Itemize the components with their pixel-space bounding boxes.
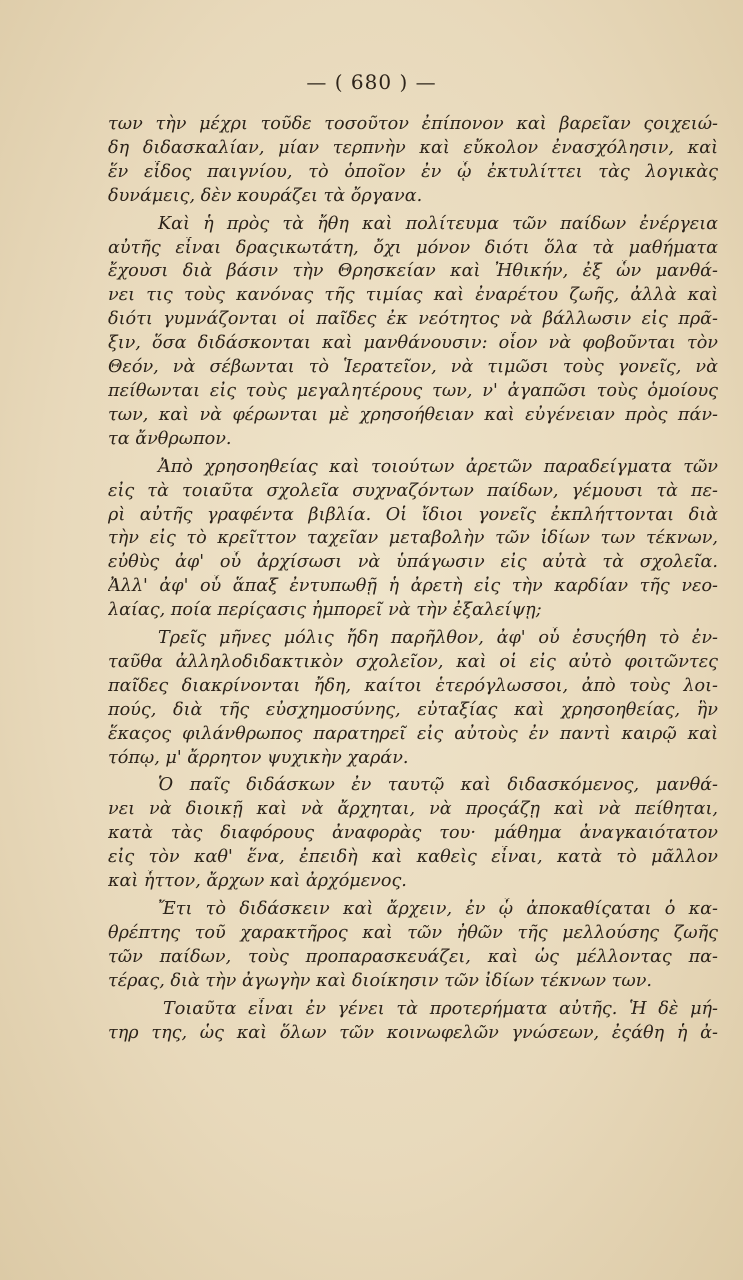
text-line: τόπῳ, μ' ἄρρητον ψυχικὴν χαράν.: [108, 747, 409, 768]
page-number: — ( 680 ) —: [306, 70, 437, 94]
text-line: κατὰ τὰς διαφόρους ἀναφορὰς του· μάθημα ἀναγκαιότατον: [108, 823, 718, 844]
text-line: τηρ της, ὡς καὶ ὅλων τῶν κοινωφελῶν γνώσεων, ἐςάθη ἡ ἀ-: [108, 1022, 718, 1043]
paragraph-6: [108, 898, 718, 994]
text-line: Ἀπὸ χρησοηθείας καὶ τοιούτων ἀρετῶν παραδείγματα τῶν: [158, 456, 718, 477]
text-line: τῶν παίδων, τοὺς προπαρασκευάζει, καὶ ὡς μέλλοντας πα-: [108, 946, 718, 967]
text-line: εἰς τὸν καθ' ἕνα, ἐπειδὴ καὶ καθεὶς εἶναι, κατὰ τὸ μᾶλλον: [108, 847, 718, 868]
text-line: ρὶ αὐτῆς γραφέντα βιβλία. Οἱ ἴδιοι γονεῖς ἐκπλήττονται διὰ: [108, 504, 718, 525]
text-line: Τοιαῦτα εἶναι ἐν γένει τὰ προτερήματα αὐτῆς. Ἡ δὲ μή-: [163, 998, 718, 1019]
text-line: Ὁ παῖς διδάσκων ἐν ταυτῷ καὶ διδασκόμενος, μανθά-: [158, 775, 718, 796]
text-line: θρέπτης τοῦ χαρακτῆρος καὶ τῶν ἠθῶν τῆς μελλούσης ζωῆς: [108, 922, 718, 943]
text-line: ἕν εἶδος παιγνίου, τὸ ὁποῖον ἐν ᾧ ἐκτυλίττει τὰς λογικὰς: [108, 161, 718, 182]
paragraph-5: [108, 774, 718, 894]
text-line: των τὴν μέχρι τοῦδε τοσοῦτον ἐπίπονον καὶ βαρεῖαν ςοιχειώ-: [108, 114, 718, 134]
text-line: Καὶ ἡ πρὸς τὰ ἤθη καὶ πολίτευμα τῶν παίδων ἐνέργεια: [158, 213, 718, 234]
text-line: ἔχουσι διὰ βάσιν τὴν Θρησκείαν καὶ Ἠθικήν, ἐξ ὧν μανθά-: [108, 261, 718, 282]
paragraph-1: [108, 113, 718, 209]
text-line: εὐθὺς ἀφ' οὗ ἀρχίσωσι νὰ ὑπάγωσιν εἰς αὐτὰ τὰ σχολεῖα.: [108, 552, 718, 573]
text-line: παῖδες διακρίνονται ἤδη, καίτοι ἑτερόγλωσσοι, ἀπὸ τοὺς λοι-: [108, 675, 718, 696]
paragraph-4: [108, 627, 718, 770]
text-line: νει νὰ διοικῇ καὶ νὰ ἄρχηται, νὰ προςάζῃ καὶ νὰ πείθηται,: [108, 799, 718, 820]
text-line: των, καὶ νὰ φέρωνται μὲ χρησοήθειαν καὶ εὐγένειαν πρὸς πάν-: [108, 404, 718, 425]
text-line: νει τις τοὺς κανόνας τῆς τιμίας καὶ ἐναρέτου ζωῆς, ἀλλὰ καὶ: [108, 285, 718, 306]
text-line: ξιν, ὅσα διδάσκονται καὶ μανθάνουσιν: οἷον νὰ φοβοῦνται τὸν: [108, 333, 718, 354]
text-line: εἰς τὰ τοιαῦτα σχολεῖα συχναζόντων παίδων, γέμουσι τὰ πε-: [108, 480, 718, 501]
text-line: Τρεῖς μῆνες μόλις ἤδη παρῆλθον, ἀφ' οὗ ἐσυςήθη τὸ ἐν-: [158, 628, 718, 649]
body-text: [108, 113, 718, 1049]
text-line: καὶ ἧττον, ἄρχων καὶ ἀρχόμενος.: [108, 871, 407, 892]
paragraph-7: [108, 998, 718, 1046]
text-line: πείθωνται εἰς τοὺς μεγαλητέρους των, ν' ἀγαπῶσι τοὺς ὁμοίους: [108, 380, 718, 401]
text-line: πούς, διὰ τῆς εὐσχημοσύνης, εὐταξίας καὶ χρησοηθείας, ἣν: [108, 699, 718, 720]
text-line: λαίας, ποία περίςασις ἠμπορεῖ νὰ τὴν ἐξαλείψῃ;: [108, 600, 542, 621]
text-line: Ἔτι τὸ διδάσκειν καὶ ἄρχειν, ἐν ᾧ ἀποκαθίςαται ὁ κα-: [158, 899, 718, 919]
text-line: δη διδασκαλίαν, μίαν τερπνὴν καὶ εὔκολον ἐνασχόλησιν, καὶ: [108, 137, 718, 158]
text-line: αὐτῆς εἶναι δραςικωτάτη, ὄχι μόνον διότι ὅλα τὰ μαθήματα: [108, 237, 718, 258]
text-line: ταῦθα ἀλληλοδιδακτικὸν σχολεῖον, καὶ οἱ εἰς αὐτὸ φοιτῶντες: [108, 651, 718, 672]
text-line: τέρας, διὰ τὴν ἀγωγὴν καὶ διοίκησιν τῶν ἰδίων τέκνων των.: [108, 970, 653, 991]
text-line: ἕκαςος φιλάνθρωπος παρατηρεῖ εἰς αὐτοὺς ἐν παντὶ καιρῷ καὶ: [108, 723, 718, 744]
text-line: διότι γυμνάζονται οἱ παῖδες ἐκ νεότητος νὰ βάλλωσιν εἰς πρᾶ-: [108, 309, 718, 330]
text-line: Ἀλλ' ἀφ' οὗ ἅπαξ ἐντυπωθῇ ἡ ἀρετὴ εἰς τὴν καρδίαν τῆς νεο-: [108, 576, 718, 597]
text-line: Θεόν, νὰ σέβωνται τὸ Ἱερατεῖον, νὰ τιμῶσι τοὺς γονεῖς, νὰ: [108, 357, 718, 378]
paragraph-3: [108, 456, 718, 623]
text-line: τὴν εἰς τὸ κρεῖττον ταχεῖαν μεταβολὴν τῶν ἰδίων των τέκνων,: [108, 528, 718, 549]
text-line: τα ἄνθρωπον.: [108, 428, 232, 449]
text-line: δυνάμεις, δὲν κουράζει τὰ ὄργανα.: [108, 185, 423, 206]
paragraph-2: [108, 213, 718, 452]
